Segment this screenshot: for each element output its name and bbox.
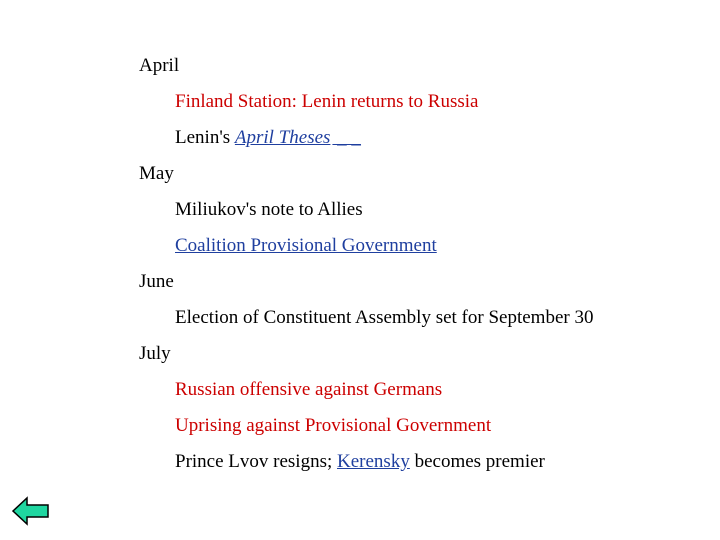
april-theses-trailing-marks: _ _ bbox=[332, 127, 361, 148]
month-may: May bbox=[139, 163, 174, 184]
event-miliukov-note: Miliukov's note to Allies bbox=[175, 199, 363, 220]
month-april: April bbox=[139, 55, 180, 76]
event-lvov-resigns-prefix: Prince Lvov resigns; bbox=[175, 451, 338, 472]
kerensky-link[interactable]: Kerensky bbox=[337, 451, 410, 472]
coalition-government-link[interactable]: Coalition Provisional Government bbox=[175, 235, 437, 256]
event-finland-station: Finland Station: Lenin returns to Russia bbox=[175, 91, 479, 112]
event-constituent-assembly: Election of Constituent Assembly set for September 30 bbox=[175, 307, 594, 328]
event-april-theses bbox=[175, 127, 361, 149]
back-arrow-shape bbox=[13, 498, 48, 524]
event-coalition-government bbox=[175, 235, 437, 257]
month-june: June bbox=[139, 271, 174, 292]
event-lvov-resigns-suffix: becomes premier bbox=[409, 451, 545, 472]
event-april-theses-prefix: Lenin's bbox=[175, 127, 235, 148]
event-russian-offensive: Russian offensive against Germans bbox=[175, 379, 443, 400]
month-july: July bbox=[139, 343, 171, 364]
back-arrow-icon bbox=[12, 496, 50, 526]
april-theses-link[interactable]: April Theses bbox=[234, 127, 331, 148]
event-lvov-resigns bbox=[175, 451, 545, 473]
event-uprising: Uprising against Provisional Government bbox=[175, 415, 492, 436]
back-button[interactable] bbox=[12, 496, 50, 526]
